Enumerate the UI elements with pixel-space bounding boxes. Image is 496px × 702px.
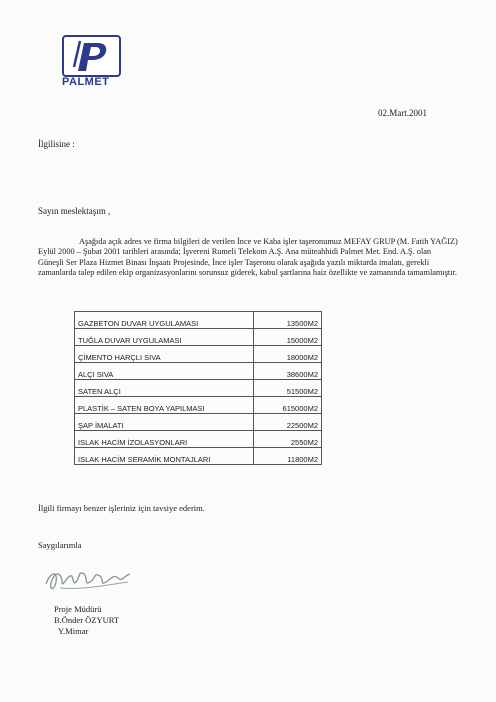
brand-name: PALMET	[62, 76, 110, 88]
work-item-cell: ŞAP İMALATI	[75, 414, 254, 431]
signatory-block	[54, 604, 119, 637]
work-item-cell: ISLAK HACİM SERAMİK MONTAJLARI	[75, 448, 254, 465]
letter-date: 02.Mart.2001	[378, 108, 427, 118]
work-quantity-cell: 11800M2	[254, 448, 322, 465]
palmet-logo	[62, 35, 121, 77]
table-row	[75, 397, 322, 414]
work-quantity-cell: 13500M2	[254, 312, 322, 329]
table-row	[75, 431, 322, 448]
palmet-p-logo-icon	[64, 37, 119, 75]
work-quantity-cell: 15000M2	[254, 329, 322, 346]
work-quantities-table	[74, 311, 322, 465]
work-item-cell: PLASTİK – SATEN BOYA YAPILMASI	[75, 397, 254, 414]
work-quantity-cell: 615000M2	[254, 397, 322, 414]
table-row	[75, 414, 322, 431]
handwritten-signature-icon	[40, 560, 140, 600]
table-row	[75, 380, 322, 397]
work-quantity-cell: 2550M2	[254, 431, 322, 448]
table-row	[75, 346, 322, 363]
closing-text: Saygılarımla	[38, 540, 82, 550]
table-row	[75, 329, 322, 346]
work-item-cell: GAZBETON DUVAR UYGULAMASI	[75, 312, 254, 329]
salutation: Sayın meslektaşım ,	[38, 206, 111, 216]
work-item-cell: ALÇI SIVA	[75, 363, 254, 380]
work-quantity-cell: 18000M2	[254, 346, 322, 363]
signatory-name: B.Önder ÖZYURT	[54, 615, 120, 625]
work-item-cell: ISLAK HACİM İZOLASYONLARI	[75, 431, 254, 448]
table-row	[75, 363, 322, 380]
work-quantity-cell: 22500M2	[254, 414, 322, 431]
work-item-cell: SATEN ALÇI	[75, 380, 254, 397]
table-row	[75, 312, 322, 329]
work-quantity-cell: 51500M2	[254, 380, 322, 397]
signatory-title: Proje Müdürü	[54, 604, 102, 614]
work-item-cell: TUĞLA DUVAR UYGULAMASI	[75, 329, 254, 346]
body-paragraph: Aşağıda açık adres ve firma bilgileri de verilen İnce ve Kaba işler taşeronumuz MEFAY GRUP (M. Fatih YAĞIZ) Eylül 2000 – Şubat 2001 tarihleri arasında; İşvereni Rumeli Telekom A.Ş. Ana müteahhidi Palmet Met. End. A.Ş. olan Güneşli Ser Plaza Hizmet Binası İnşaatı Projesinde, İnce işler Taşeronu olarak aşağıda yazılı miktarda imalatı, gerekli zamanlarda talep edilen ekip organizasyonlarını sorunsuz giderek, kabul şartlarına haiz özellikte ve zamanında tamamlamıştır.	[38, 237, 458, 278]
recommendation-text: İlgili firmayı benzer işleriniz için tavsiye ederim.	[38, 503, 205, 513]
signatory-role: Y.Mimar	[58, 626, 89, 636]
work-quantity-cell: 38600M2	[254, 363, 322, 380]
table-row	[75, 448, 322, 465]
greeting: İlgilisine :	[38, 139, 75, 149]
work-item-cell: ÇİMENTO HARÇLI SIVA	[75, 346, 254, 363]
